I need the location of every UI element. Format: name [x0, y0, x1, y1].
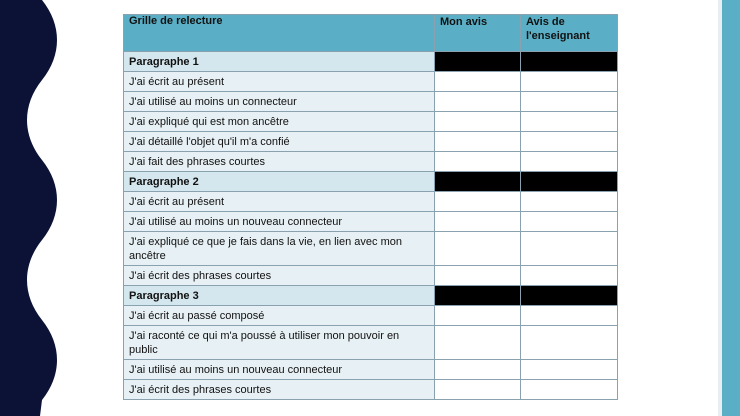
table-row: [124, 232, 618, 266]
rating-cell-teacher[interactable]: [521, 192, 618, 212]
table-row: [124, 92, 618, 112]
section-label: Paragraphe 3: [124, 286, 435, 306]
rating-cell-mine[interactable]: [435, 112, 521, 132]
table-row: [124, 380, 618, 400]
rating-cell-teacher[interactable]: [521, 380, 618, 400]
criterion-label: J'ai écrit des phrases courtes: [124, 266, 435, 286]
rating-cell-mine[interactable]: [435, 132, 521, 152]
section-filler-cell: [435, 172, 521, 192]
rating-cell-mine[interactable]: [435, 306, 521, 326]
section-row: [124, 286, 618, 306]
criterion-label: J'ai expliqué qui est mon ancêtre: [124, 112, 435, 132]
table-row: [124, 212, 618, 232]
rating-cell-teacher[interactable]: [521, 326, 618, 360]
criterion-label: J'ai écrit des phrases courtes: [124, 380, 435, 400]
criterion-label: J'ai utilisé au moins un nouveau connecteur: [124, 212, 435, 232]
table-row: [124, 152, 618, 172]
table-row: [124, 112, 618, 132]
rating-cell-mine[interactable]: [435, 152, 521, 172]
rating-cell-teacher[interactable]: [521, 306, 618, 326]
table-row: [124, 72, 618, 92]
section-filler-cell: [521, 52, 618, 72]
criterion-label: J'ai écrit au passé composé: [124, 306, 435, 326]
table-row: [124, 360, 618, 380]
rating-cell-mine[interactable]: [435, 72, 521, 92]
criterion-label: J'ai utilisé au moins un nouveau connecteur: [124, 360, 435, 380]
rating-cell-mine[interactable]: [435, 380, 521, 400]
table-title: Grille de relecture: [124, 15, 435, 52]
rating-cell-teacher[interactable]: [521, 92, 618, 112]
table-row: [124, 306, 618, 326]
criterion-label: J'ai détaillé l'objet qu'il m'a confié: [124, 132, 435, 152]
rating-cell-teacher[interactable]: [521, 360, 618, 380]
rating-cell-teacher[interactable]: [521, 212, 618, 232]
rating-cell-teacher[interactable]: [521, 72, 618, 92]
criterion-label: J'ai expliqué ce que je fais dans la vie, en lien avec mon ancêtre: [124, 232, 435, 266]
criterion-label: J'ai utilisé au moins un connecteur: [124, 92, 435, 112]
rating-cell-mine[interactable]: [435, 326, 521, 360]
rating-cell-teacher[interactable]: [521, 152, 618, 172]
section-filler-cell: [435, 286, 521, 306]
column-header-teacher: Avis de l'enseignant: [521, 15, 618, 52]
criterion-label: J'ai écrit au présent: [124, 72, 435, 92]
rating-cell-mine[interactable]: [435, 266, 521, 286]
section-label: Paragraphe 2: [124, 172, 435, 192]
rating-cell-mine[interactable]: [435, 232, 521, 266]
wave-band-decoration: [0, 0, 70, 416]
rating-cell-teacher[interactable]: [521, 112, 618, 132]
rating-cell-mine[interactable]: [435, 192, 521, 212]
table-row: [124, 192, 618, 212]
table-row: [124, 132, 618, 152]
right-stripe-decoration: [722, 0, 740, 416]
column-header-mine: Mon avis: [435, 15, 521, 52]
rating-cell-teacher[interactable]: [521, 266, 618, 286]
rating-cell-mine[interactable]: [435, 92, 521, 112]
rating-cell-teacher[interactable]: [521, 132, 618, 152]
section-label: Paragraphe 1: [124, 52, 435, 72]
criterion-label: J'ai fait des phrases courtes: [124, 152, 435, 172]
section-filler-cell: [435, 52, 521, 72]
table-row: [124, 326, 618, 360]
section-row: [124, 52, 618, 72]
criterion-label: J'ai écrit au présent: [124, 192, 435, 212]
table-body: [124, 52, 618, 400]
section-row: [124, 172, 618, 192]
criterion-label: J'ai raconté ce qui m'a poussé à utiliser mon pouvoir en public: [124, 326, 435, 360]
section-filler-cell: [521, 286, 618, 306]
section-filler-cell: [521, 172, 618, 192]
rating-cell-mine[interactable]: [435, 212, 521, 232]
table-header-row: [124, 15, 618, 52]
rating-cell-teacher[interactable]: [521, 232, 618, 266]
table-row: [124, 266, 618, 286]
review-grid-table: [123, 14, 618, 400]
rating-cell-mine[interactable]: [435, 360, 521, 380]
